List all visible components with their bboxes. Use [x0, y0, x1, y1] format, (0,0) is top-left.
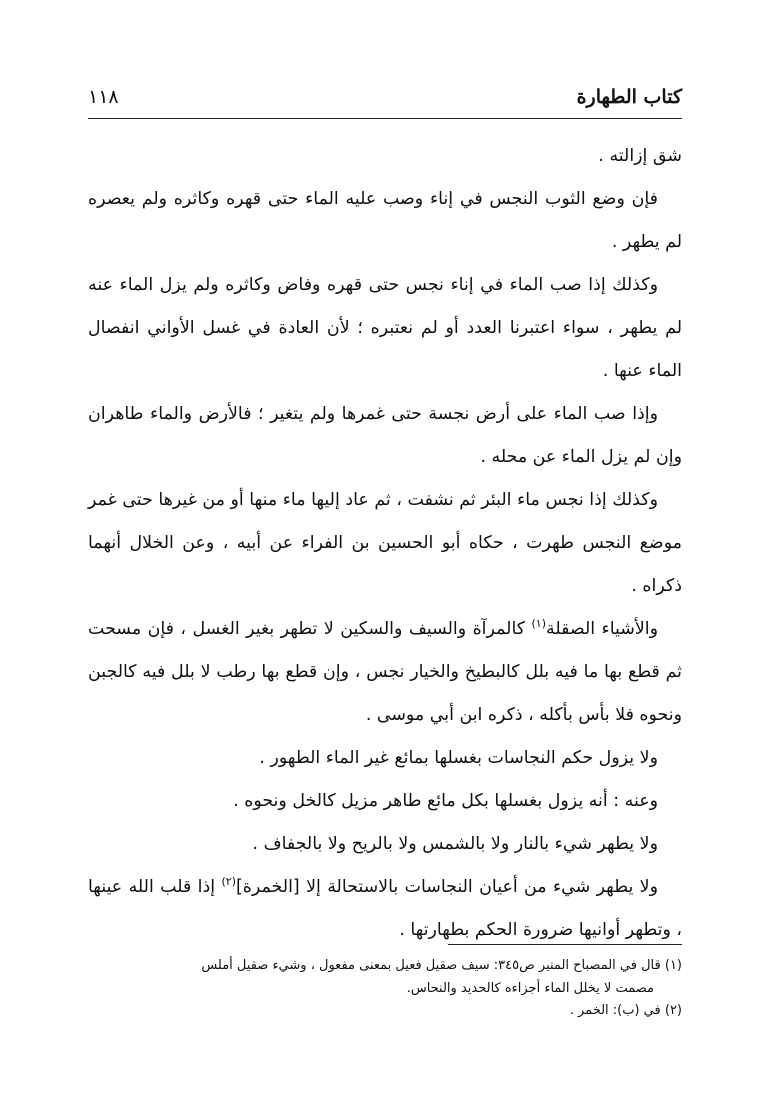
- paragraph: وكذلك إذا نجس ماء البئر ثم نشفت ، ثم عاد إليها ماء منها أو من غيرها حتى غمر موضع النجس طهرت ، حكاه أبو الحسين بن الفراء عن أبيه ، وعن الخلال أنهما ذكراه .: [88, 490, 682, 596]
- page-header: [88, 82, 682, 119]
- page-number: ١١٨: [88, 86, 119, 108]
- paragraph: وكذلك إذا صب الماء في إناء نجس حتى قهره وفاض وكاثره ولم يزل الماء عنه لم يطهر ، سواء اعتبرنا العدد أو لم نعتبره ؛ لأن العادة في غسل الأواني انفصال الماء عنها .: [88, 275, 682, 381]
- paragraph: ولا يطهر شيء بالنار ولا بالشمس ولا بالريح ولا بالجفاف .: [252, 834, 658, 854]
- main-text: [88, 135, 682, 952]
- paragraph: وعنه : أنه يزول بغسلها بكل مائع طاهر مزيل كالخل ونحوه .: [233, 791, 658, 811]
- footnote-ref: (٢): [221, 875, 236, 889]
- paragraph-text: إذا قلب الله عينها ، وتطهر أوانيها ضرورة الحكم بطهارتها .: [88, 877, 682, 940]
- paragraph: [88, 866, 682, 952]
- footnotes: [88, 955, 682, 1023]
- paragraph: شق إزالته .: [598, 146, 682, 166]
- paragraph: [88, 608, 682, 737]
- paragraph-text: كالمرآة والسيف والسكين لا تطهر بغير الغسل ، فإن مسحت ثم قطع بها ما فيه بلل كالبطيخ والخيار نجس ، وإن قطع بها رطب لا بلل فيه كالجبن ونحوه فلا بأس بأكله ، ذكره ابن أبي موسى .: [88, 619, 682, 725]
- footnote-ref: (١): [531, 617, 547, 631]
- paragraph-text: ولا يطهر شيء من أعيان النجاسات بالاستحالة إلا [الخمرة]: [236, 877, 658, 897]
- paragraph: وإذا صب الماء على أرض نجسة حتى غمرها ولم يتغير ؛ فالأرض والماء طاهران وإن لم يزل الماء عن محله .: [88, 404, 682, 467]
- footnote-divider: [448, 944, 682, 945]
- footnote-2: (٢) في (ب): الخمر .: [569, 1003, 682, 1018]
- book-title: كتاب الطهارة: [576, 86, 682, 108]
- paragraph-text: والأشياء الصقلة: [546, 619, 659, 639]
- paragraph: فإن وضع الثوب النجس في إناء وصب عليه الماء حتى قهره وكاثره ولم يعصره لم يطهر .: [88, 189, 682, 252]
- paragraph: ولا يزول حكم النجاسات بغسلها بمائع غير الماء الطهور .: [259, 748, 658, 768]
- footnote-1: (١) قال في المصباح المنير ص٣٤٥: سيف صقيل فعيل بمعنى مفعول ، وشيء صقيل أملس: [201, 958, 682, 973]
- footnote-1-continued: مصمت لا يخلل الماء أجزاءه كالحديد والنحاس.: [406, 980, 654, 996]
